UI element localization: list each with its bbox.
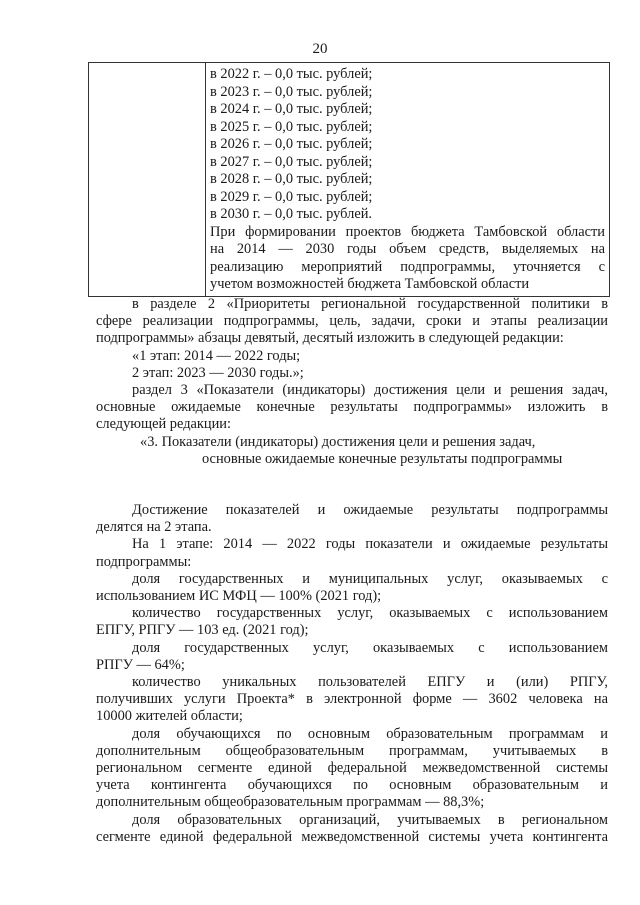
year-line: в 2022 г. – 0,0 тыс. рублей; — [210, 66, 373, 82]
table-content-cell — [206, 63, 610, 297]
text-line: доля образовательных организаций, учитываемых в региональном — [132, 811, 608, 828]
year-line: в 2026 г. – 0,0 тыс. рублей; — [210, 136, 373, 152]
text-line: раздел 3 «Показатели (индикаторы) достижения цели и решения задач, — [132, 382, 608, 399]
text-line: дополнительным общеобразовательным программам, учитываемых в — [96, 742, 608, 759]
text-line: использованием ИС МФЦ — 100% (2021 год); — [96, 588, 382, 605]
text-line: количество государственных услуг, оказываемых с использованием — [132, 605, 608, 622]
stage2-line: 2 этап: 2023 — 2030 годы.»; — [132, 364, 304, 381]
text-line: количество уникальных пользователей ЕПГУ и (или) РПГУ, — [132, 674, 608, 691]
heading-line: основные ожидаемые конечные результаты подпрограммы — [202, 450, 563, 467]
text-line: 10000 жителей области; — [96, 708, 243, 725]
section-heading — [96, 434, 608, 468]
text-line: следующей редакции: — [96, 416, 231, 433]
table-row — [89, 63, 610, 297]
achievement-paragraph — [96, 502, 608, 536]
stage1-line: «1 этап: 2014 — 2022 годы; — [132, 347, 301, 364]
budget-note-line: учетом возможностей бюджета Тамбовской области — [210, 276, 530, 292]
year-line: в 2025 г. – 0,0 тыс. рублей; — [210, 118, 373, 135]
indicator-item — [96, 571, 608, 605]
year-line: в 2030 г. – 0,0 тыс. рублей. — [210, 206, 373, 222]
text-line: подпрограммы: — [96, 553, 192, 570]
indicator-item — [96, 674, 608, 726]
text-line: сфере реализации подпрограммы, цель, задачи, сроки и этапы реализации — [96, 313, 608, 330]
budget-table — [88, 62, 610, 297]
budget-note-line: на 2014 — 2030 годы объем средств, выделяемых на — [210, 241, 605, 257]
text-line: доля государственных услуг, оказываемых с использованием — [132, 639, 608, 656]
spacer — [96, 468, 608, 502]
indicator-item — [96, 605, 608, 639]
indicator-item — [96, 640, 608, 674]
text-line: делятся на 2 этапа. — [96, 519, 212, 536]
text-line: На 1 этапе: 2014 — 2022 годы показатели и ожидаемые результаты — [132, 536, 608, 553]
year-line: в 2027 г. – 0,0 тыс. рублей; — [210, 153, 373, 170]
budget-note-line: реализацию мероприятий подпрограммы, уточняется с — [210, 258, 605, 275]
page-number: 20 — [312, 41, 328, 57]
stage1-intro-paragraph — [96, 536, 608, 570]
text-line: доля обучающихся по основным образовательным программам и — [132, 725, 608, 742]
year-line: в 2028 г. – 0,0 тыс. рублей; — [210, 171, 373, 187]
year-line: в 2029 г. – 0,0 тыс. рублей; — [210, 188, 373, 205]
text-line: дополнительным общеобразовательным программам — 88,3%; — [96, 794, 485, 811]
heading-line: «3. Показатели (индикаторы) достижения цели и решения задач, — [140, 433, 536, 450]
table-empty-cell — [89, 63, 206, 297]
year-line: в 2024 г. – 0,0 тыс. рублей; — [210, 101, 373, 117]
document-body — [96, 296, 608, 846]
text-line: РПГУ — 64%; — [96, 656, 185, 673]
text-line: региональном сегменте единой федеральной межведомственной системы — [96, 760, 608, 777]
text-line: подпрограммы» абзацы девятый, десятый изложить в следующей редакции: — [96, 330, 564, 347]
text-line: в разделе 2 «Приоритеты региональной государственной политики в — [132, 296, 608, 312]
indicator-item — [96, 812, 608, 846]
text-line: получивших услуги Проекта* в электронной форме — 3602 человека на — [96, 691, 608, 708]
section3-paragraph — [96, 382, 608, 434]
year-line: в 2023 г. – 0,0 тыс. рублей; — [210, 83, 373, 100]
text-line: сегменте единой федеральной межведомственной системы учета контингента — [96, 828, 608, 845]
section2-paragraph — [96, 296, 608, 348]
indicator-item — [96, 726, 608, 812]
text-line: основные ожидаемые конечные результаты подпрограммы» изложить в — [96, 399, 608, 416]
text-line: Достижение показателей и ожидаемые результаты подпрограммы — [132, 502, 608, 519]
text-line: доля государственных и муниципальных услуг, оказываемых с — [132, 570, 608, 587]
text-line: ЕПГУ, РПГУ — 103 ед. (2021 год); — [96, 622, 309, 639]
budget-note-line: При формировании проектов бюджета Тамбовской области — [210, 223, 605, 240]
text-line: учета контингента обучающихся по основным образовательным и — [96, 777, 608, 794]
